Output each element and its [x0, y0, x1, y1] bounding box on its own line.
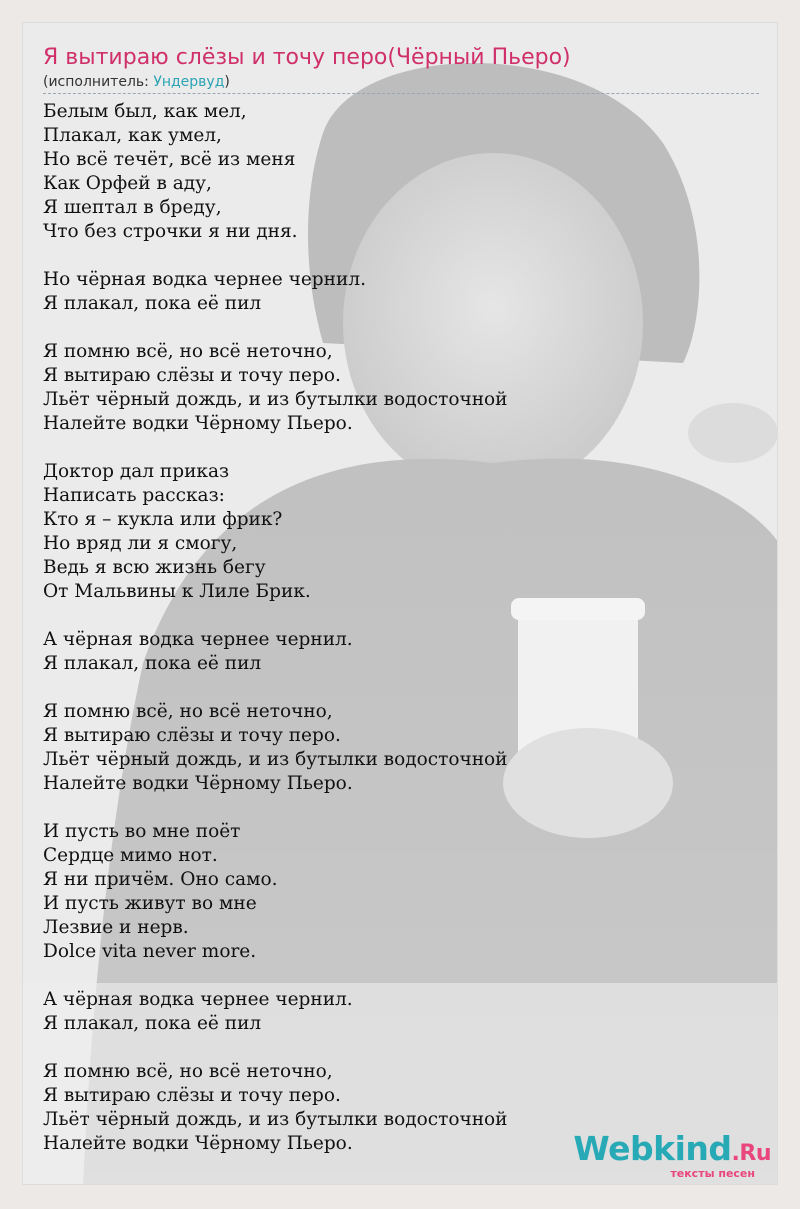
- lyric-line: Я плакал, пока её пил: [43, 1013, 262, 1034]
- lyric-line: Лезвие и нерв.: [43, 917, 189, 938]
- stanza: [43, 268, 759, 316]
- site-logo[interactable]: [573, 1129, 771, 1180]
- lyric-line: Я вытираю слёзы и точу перо.: [43, 365, 341, 386]
- stanza: [43, 460, 759, 604]
- artist-line: [43, 73, 759, 94]
- lyric-line: Но всё течёт, всё из меня: [43, 149, 296, 170]
- lyric-line: Ведь я всю жизнь бегу: [43, 557, 266, 578]
- lyric-line: Льёт чёрный дождь, и из бутылки водосточной: [43, 1109, 508, 1130]
- lyric-line: И пусть во мне поёт: [43, 821, 241, 842]
- stanza: [43, 820, 759, 964]
- artist-link[interactable]: Ундервуд: [153, 74, 225, 90]
- lyric-line: Налейте водки Чёрному Пьеро.: [43, 773, 353, 794]
- lyric-line: Я помню всё, но всё неточно,: [43, 1061, 333, 1082]
- lyrics-card: [22, 22, 778, 1185]
- lyric-line: Налейте водки Чёрному Пьеро.: [43, 1133, 353, 1154]
- lyric-line: А чёрная водка чернее чернил.: [43, 629, 353, 650]
- lyric-line: Как Орфей в аду,: [43, 173, 212, 194]
- lyric-line: И пусть живут во мне: [43, 893, 257, 914]
- lyric-line: Я помню всё, но всё неточно,: [43, 701, 333, 722]
- lyric-line: Dolce vita never more.: [43, 941, 257, 962]
- lyric-line: Что без строчки я ни дня.: [43, 221, 298, 242]
- lyric-line: Доктор дал приказ: [43, 461, 230, 482]
- content: [43, 43, 759, 1156]
- lyric-line: Написать рассказ:: [43, 485, 225, 506]
- stanza: [43, 988, 759, 1036]
- lyric-line: Льёт чёрный дождь, и из бутылки водосточной: [43, 749, 508, 770]
- logo-tld: .Ru: [731, 1141, 771, 1166]
- lyric-line: Но вряд ли я смогу,: [43, 533, 238, 554]
- stanza: [43, 700, 759, 796]
- artist-prefix: (исполнитель:: [43, 74, 154, 90]
- lyric-line: От Мальвины к Лиле Брик.: [43, 581, 311, 602]
- stanza: [43, 628, 759, 676]
- lyric-line: Кто я – кукла или фрик?: [43, 509, 283, 530]
- lyric-line: Я ни причём. Оно само.: [43, 869, 278, 890]
- lyric-line: Я вытираю слёзы и точу перо.: [43, 1085, 341, 1106]
- logo-wordmark: [573, 1129, 771, 1171]
- stanza: [43, 340, 759, 436]
- lyric-line: Я плакал, пока её пил: [43, 293, 262, 314]
- logo-word: Webkind: [573, 1129, 732, 1168]
- lyric-line: Белым был, как мел,: [43, 101, 247, 122]
- lyric-line: Плакал, как умел,: [43, 125, 222, 146]
- lyric-line: А чёрная водка чернее чернил.: [43, 989, 353, 1010]
- lyric-line: Я вытираю слёзы и точу перо.: [43, 725, 341, 746]
- artist-suffix: ): [224, 74, 230, 90]
- logo-tagline: тексты песен: [670, 1167, 755, 1180]
- lyric-line: Сердце мимо нот.: [43, 845, 218, 866]
- lyric-line: Я помню всё, но всё неточно,: [43, 341, 333, 362]
- lyrics-body: [43, 100, 759, 1156]
- song-title: Я вытираю слёзы и точу перо(Чёрный Пьеро): [43, 45, 571, 70]
- stanza: [43, 100, 759, 244]
- lyric-line: Льёт чёрный дождь, и из бутылки водосточной: [43, 389, 508, 410]
- lyric-line: Я шептал в бреду,: [43, 197, 222, 218]
- lyric-line: Налейте водки Чёрному Пьеро.: [43, 413, 353, 434]
- lyric-line: Но чёрная водка чернее чернил.: [43, 269, 366, 290]
- lyric-line: Я плакал, пока её пил: [43, 653, 262, 674]
